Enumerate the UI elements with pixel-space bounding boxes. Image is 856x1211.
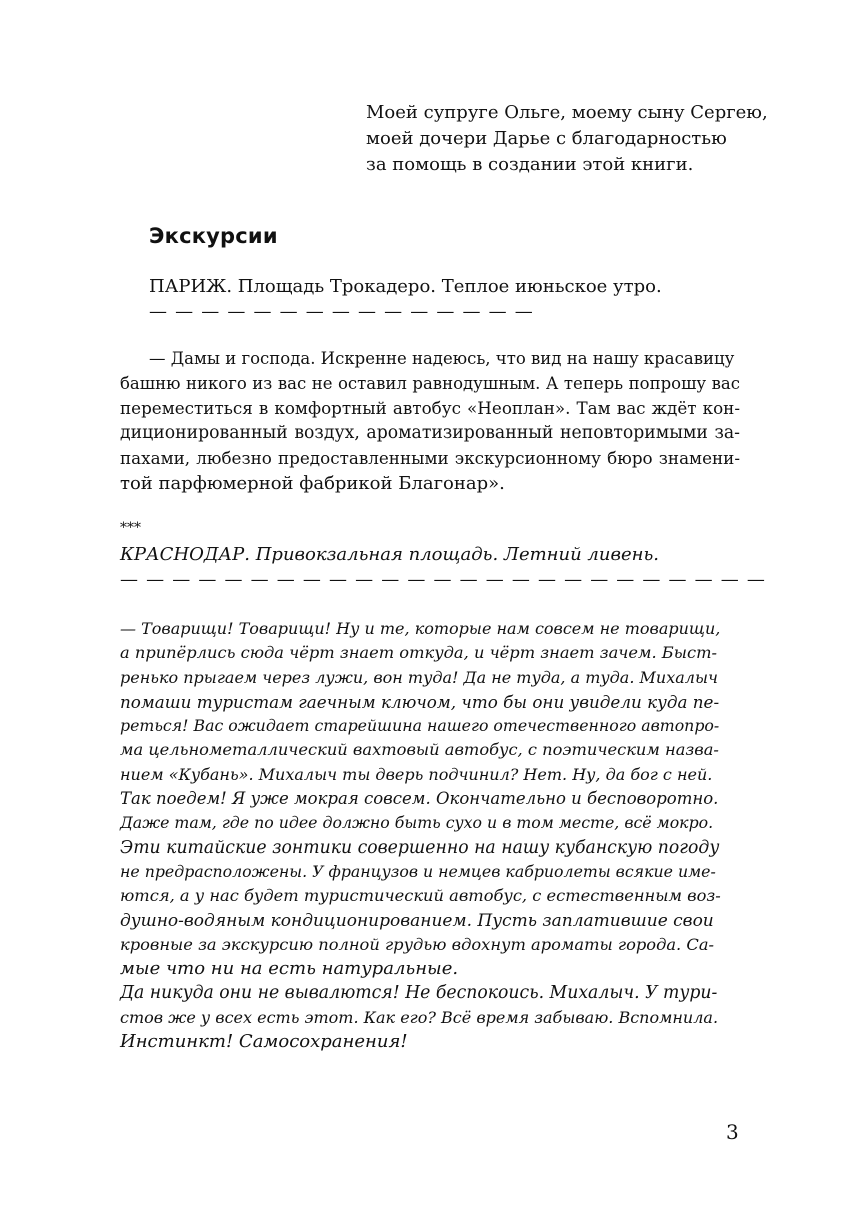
dedication-line: за помощь в создании этой книги. — [366, 154, 694, 175]
paragraph-line: не предрасположены. У французов и немцев кабриолеты всякие име- — [120, 861, 716, 881]
paragraph-line: Да никуда они не вывалются! Не беспокоись. Михалыч. У тури- — [120, 983, 718, 1004]
krasnodar-dash-divider: — — — — — — — — — — — — — — — — — — — — — — — — — — [120, 569, 767, 590]
paragraph-line: помаши туристам гаечным ключом, что бы они увидели куда пе- — [120, 691, 720, 712]
paragraph-line: ренько прыгаем через лужи, вон туда! Да не туда, а туда. Михалыч — [120, 667, 718, 687]
paragraph-line: ма цельнометаллический вахтовый автобус, с поэтическим назва- — [120, 740, 719, 760]
paragraph-line: Даже там, где по идее должно быть сухо и в том месте, всё мокро. — [120, 813, 714, 833]
dedication — [366, 100, 786, 178]
paragraph-line: диционированный воздух, ароматизированный неповторимыми за- — [120, 423, 740, 443]
paragraph-line: Так поедем! Я уже мокрая совсем. Окончательно и бесповоротно. — [120, 789, 719, 809]
paragraph-line: переместиться в комфортный автобус «Неоплан». Там вас ждёт кон- — [120, 398, 740, 418]
paragraph-line: той парфюмерной фабрикой Благонар». — [120, 473, 505, 494]
chapter-heading: Экскурсии — [149, 224, 278, 248]
paragraph-line: душно-водяным кондиционированием. Пусть заплатившие свои — [120, 910, 714, 931]
dedication-line: моей дочери Дарье с благодарностью — [366, 128, 727, 149]
paragraph-line: Эти китайские зонтики совершенно на нашу кубанскую погоду — [120, 837, 720, 858]
paris-dash-divider: — — — — — — — — — — — — — — — — [149, 301, 534, 322]
paragraph-line: — Дамы и господа. Искренне надеюсь, что вид на нашу красавицу — [149, 349, 735, 368]
dedication-line: Моей супруге Ольге, моему сыну Сергею, — [366, 102, 768, 123]
paragraph-line: ются, а у нас будет туристический автобус, с естественным воз- — [120, 886, 721, 906]
paragraph-line: реться! Вас ожидает старейшина нашего отечественного автопро- — [120, 716, 720, 736]
paragraph-line: нием «Кубань». Михалыч ты дверь подчинил? Нет. Ну, да бог с ней. — [120, 764, 713, 784]
page-number: 3 — [726, 1120, 739, 1144]
paragraph-line: пахами, любезно предоставленными экскурсионному бюро знамени- — [120, 448, 740, 468]
paragraph-line: кровные за экскурсию полной грудью вдохнут ароматы города. Са- — [120, 934, 714, 954]
paragraph-line: Инстинкт! Самосохранения! — [120, 1031, 408, 1053]
section-separator: *** — [120, 520, 141, 536]
paris-scene-title: ПАРИЖ. Площадь Трокадеро. Теплое июньское утро. — [149, 276, 662, 297]
paragraph-line: башню никого из вас не оставил равнодушным. А теперь попрошу вас — [120, 374, 740, 393]
krasnodar-scene-title: КРАСНОДАР. Привокзальная площадь. Летний ливень. — [120, 544, 659, 565]
paragraph-line: стов же у всех есть этот. Как его? Всё время забываю. Вспомнила. — [120, 1007, 719, 1027]
paragraph-line: а припёрлись сюда чёрт знает откуда, и чёрт знает зачем. Быст- — [120, 643, 717, 663]
paragraph-line: — Товарищи! Товарищи! Ну и те, которые нам совсем не товарищи, — [120, 619, 721, 638]
krasnodar-monologue — [120, 617, 720, 1054]
paris-monologue — [120, 346, 740, 496]
paragraph-line: мые что ни на есть натуральные. — [120, 958, 459, 980]
